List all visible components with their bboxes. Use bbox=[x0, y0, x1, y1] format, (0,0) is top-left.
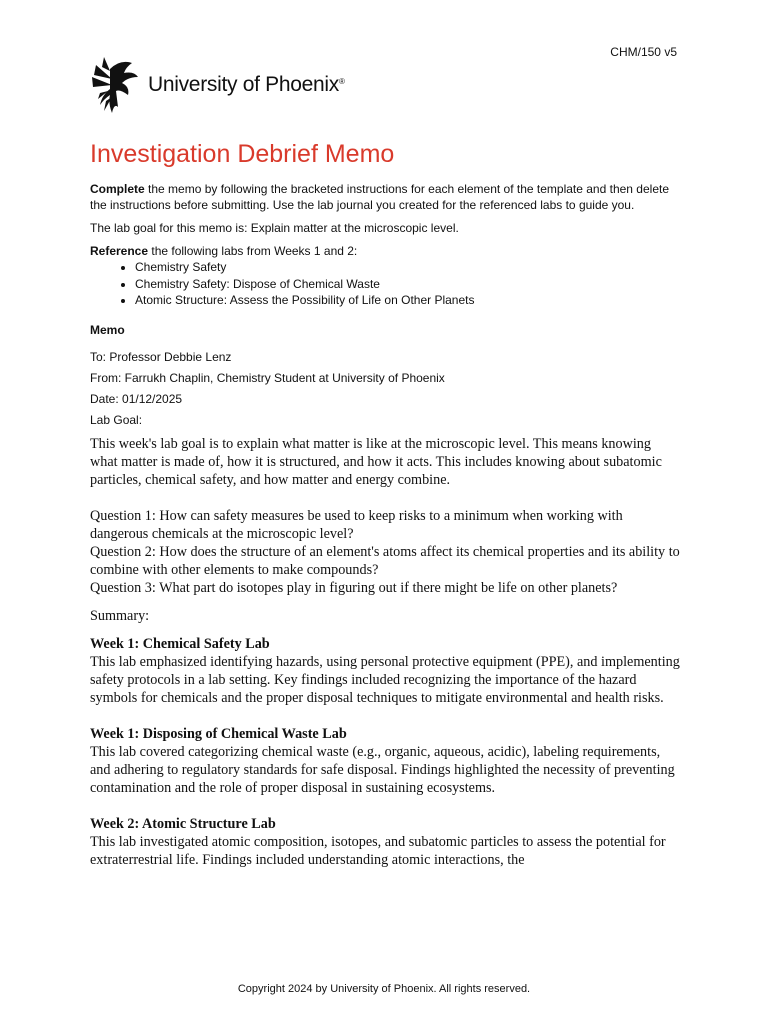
phoenix-bird-icon bbox=[90, 55, 140, 115]
instructions-paragraph bbox=[90, 181, 680, 213]
reference-keyword: Reference bbox=[90, 244, 149, 258]
lab-goal-label: Lab Goal: bbox=[90, 412, 143, 427]
list-item: • Chemistry Safety: Dispose of Chemical Waste bbox=[135, 276, 680, 293]
section-heading: Week 1: Chemical Safety Lab bbox=[90, 635, 270, 652]
registered-mark: ® bbox=[338, 77, 345, 86]
logo-text bbox=[148, 73, 345, 97]
list-item: • Atomic Structure: Assess the Possibility of Life on Other Planets bbox=[135, 292, 680, 309]
page-title: Investigation Debrief Memo bbox=[90, 140, 395, 168]
memo-to: To: Professor Debbie Lenz bbox=[90, 349, 232, 364]
logo-name: University of Phoenix bbox=[148, 73, 339, 96]
course-code: CHM/150 v5 bbox=[610, 45, 677, 59]
university-logo bbox=[90, 55, 345, 115]
document-body bbox=[90, 140, 680, 869]
summary-label: Summary: bbox=[90, 607, 150, 624]
question-1: Question 1: How can safety measures be used to keep risks to a minimum when working with dangerous chemicals at the microscopic level? bbox=[90, 507, 623, 542]
complete-keyword: Complete bbox=[90, 182, 145, 196]
memo-heading: Memo bbox=[90, 322, 125, 337]
reference-line bbox=[90, 243, 680, 259]
memo-from: From: Farrukh Chaplin, Chemistry Student at University of Phoenix bbox=[90, 370, 445, 385]
section-heading: Week 1: Disposing of Chemical Waste Lab bbox=[90, 725, 347, 742]
lab-goal-line: The lab goal for this memo is: Explain matter at the microscopic level. bbox=[90, 221, 459, 235]
section-heading: Week 2: Atomic Structure Lab bbox=[90, 815, 276, 832]
referenced-labs-list bbox=[90, 259, 680, 309]
question-2: Question 2: How does the structure of an element's atoms affect its chemical properties and its ability to combine with other elements to make compounds? bbox=[90, 543, 680, 578]
section-chemical-waste bbox=[90, 725, 680, 797]
questions-block bbox=[90, 507, 680, 597]
lab-goal-text: This week's lab goal is to explain what matter is like at the microscopic level. This means knowing what matter is made of, how it is structured, and how it acts. This includes knowing about subatomic particles, chemical safety, and how matter and energy combine. bbox=[90, 435, 662, 488]
section-text: This lab emphasized identifying hazards, using personal protective equipment (PPE), and implementing safety protocols in a lab setting. Key findings included recognizing the importance of the hazard symbols for chemicals and the proper disposal techniques to mitigate environmental and health risks. bbox=[90, 653, 680, 706]
section-text: This lab covered categorizing chemical waste (e.g., organic, aqueous, acidic), labeling requirements, and adhering to regulatory standards for safe disposal. Findings highlighted the necessity of preventing contamination and the role of proper disposal in sustaining ecosystems. bbox=[90, 743, 675, 796]
question-3: Question 3: What part do isotopes play in figuring out if there might be life on other planets? bbox=[90, 579, 618, 596]
list-item: • Chemistry Safety bbox=[135, 259, 680, 276]
copyright-footer: Copyright 2024 by University of Phoenix. All rights reserved. bbox=[237, 983, 531, 995]
section-chemical-safety bbox=[90, 635, 680, 707]
section-text: This lab investigated atomic composition, isotopes, and subatomic particles to assess the potential for extraterrestrial life. Findings included understanding atomic interactions, the bbox=[90, 833, 666, 868]
reference-text: the following labs from Weeks 1 and 2: bbox=[148, 244, 358, 258]
memo-date: Date: 01/12/2025 bbox=[90, 391, 183, 406]
instructions-text: the memo by following the bracketed instructions for each element of the template and then delete the instructions before submitting. Use the lab journal you created for the referenced labs to guide you. bbox=[90, 182, 669, 212]
section-atomic-structure bbox=[90, 815, 680, 869]
